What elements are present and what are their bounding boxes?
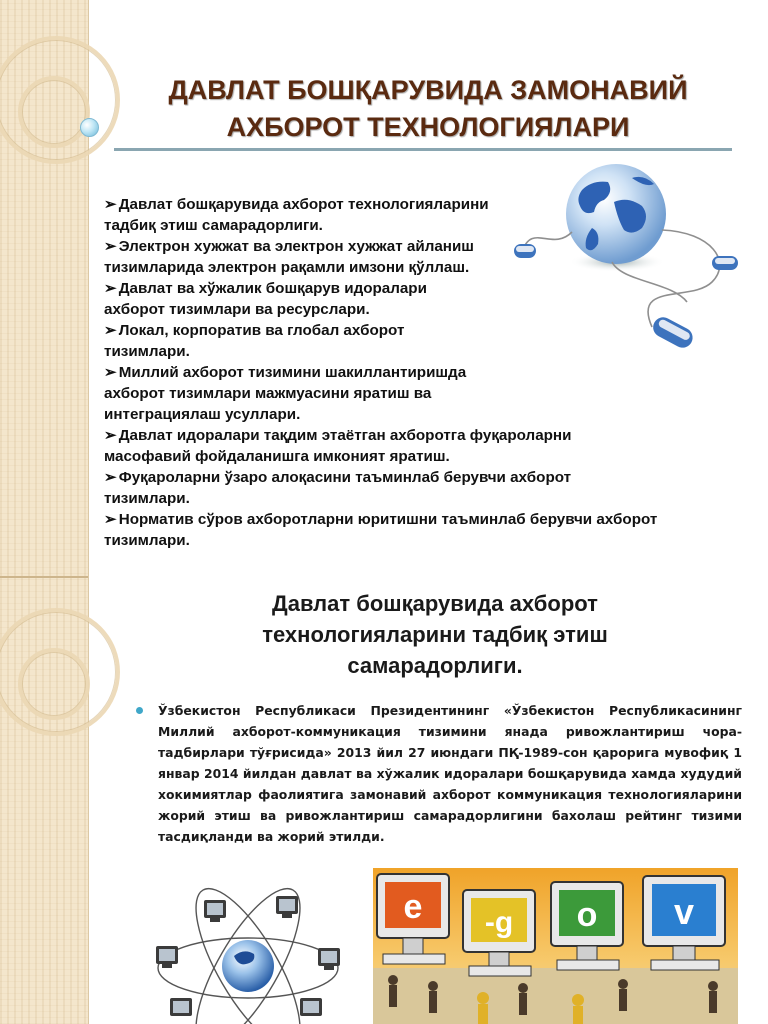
paragraph-bullet-icon: [136, 707, 143, 714]
arrow-bullet-icon: ➢: [104, 364, 117, 381]
list-item: [104, 320, 464, 362]
page-title-line2: АХБОРОТ ТЕХНОЛОГИЯЛАРИ: [226, 112, 630, 142]
page-title: [110, 72, 746, 146]
section-title-line3: самарадорлиги.: [347, 653, 523, 678]
decorative-ring: [18, 648, 90, 720]
network-computers-illustration: [150, 886, 346, 1024]
egov-computers-illustration: [373, 868, 738, 1024]
arrow-bullet-icon: ➢: [104, 238, 117, 255]
list-item: [104, 236, 524, 278]
egov-letter-e: e: [403, 888, 423, 926]
list-item: [104, 509, 664, 551]
list-item: [104, 425, 634, 467]
list-item-text: Локал, корпоратив ва глобал ахборот тизимлари.: [104, 322, 405, 360]
title-underline: [114, 148, 732, 151]
topic-bullet-list: [104, 194, 664, 551]
egov-letter-v: v: [673, 891, 695, 932]
egov-letter-o: o: [576, 896, 598, 934]
decorative-bubble: [80, 118, 99, 137]
list-item-text: Электрон хужжат ва электрон хужжат айланиш тизимларида электрон рақамли имзони қўллаш.: [104, 238, 474, 276]
arrow-bullet-icon: ➢: [104, 427, 117, 444]
arrow-bullet-icon: ➢: [104, 511, 117, 528]
section-title-line1: Давлат бошқарувида ахборот: [272, 591, 598, 616]
list-item: [104, 467, 634, 509]
list-item-text: Норматив сўров ахборотларни юритишни таъминлаб берувчи ахборот тизимлари.: [104, 511, 658, 549]
egov-letter-g: -g: [484, 906, 514, 939]
list-item: [104, 194, 524, 236]
arrow-bullet-icon: ➢: [104, 469, 117, 486]
decree-paragraph: Ўзбекистон Республикаси Президентининг «Ўзбекистон Республикасининг Миллий ахборот-коммуникация тизимини янада ривожлантириш чора-тадбирлари тўғрисида» 2013 йил 27 июндаги ПҚ-1989-сон қарорига мувофиқ 1 январ 2014 йилдан давлат ва хўжалик идоралари бошқарувида хамда худудий хокимиятлар фаолиятига замонавий ахборот коммуникация технологияларини жорий этиш ва ривожлантириш самарадорлигини бахолаш рейтинг тизими тасдиқланди ва жорий этилди.: [158, 703, 742, 844]
section-title: [200, 588, 670, 681]
list-item-text: Давлат бошқарувида ахборот технологияларини тадбиқ этиш самарадорлиги.: [104, 196, 489, 234]
list-item-text: Давлат идоралари тақдим этаётган ахборотга фуқароларни масофавий фойдаланишга имконият яратиш.: [104, 427, 572, 465]
list-item: [104, 278, 484, 320]
section-title-line2: технологияларини тадбиқ этиш: [262, 622, 608, 647]
page-title-line1: ДАВЛАТ БОШҚАРУВИДА ЗАМОНАВИЙ: [168, 75, 688, 105]
arrow-bullet-icon: ➢: [104, 196, 117, 213]
strip-divider: [0, 576, 88, 578]
list-item-text: Миллий ахборот тизимини шакиллантиришда ахборот тизимлари мажмуасини яратиш ва интеграциялаш усуллари.: [104, 364, 467, 423]
list-item-text: Фуқароларни ўзаро алоқасини таъминлаб берувчи ахборот тизимлари.: [104, 469, 572, 507]
arrow-bullet-icon: ➢: [104, 280, 117, 297]
list-item: [104, 362, 514, 425]
decorative-ring: [18, 76, 90, 148]
arrow-bullet-icon: ➢: [104, 322, 117, 339]
list-item-text: Давлат ва хўжалик бошқарув идоралари ахборот тизимлари ва ресурслари.: [104, 280, 427, 318]
